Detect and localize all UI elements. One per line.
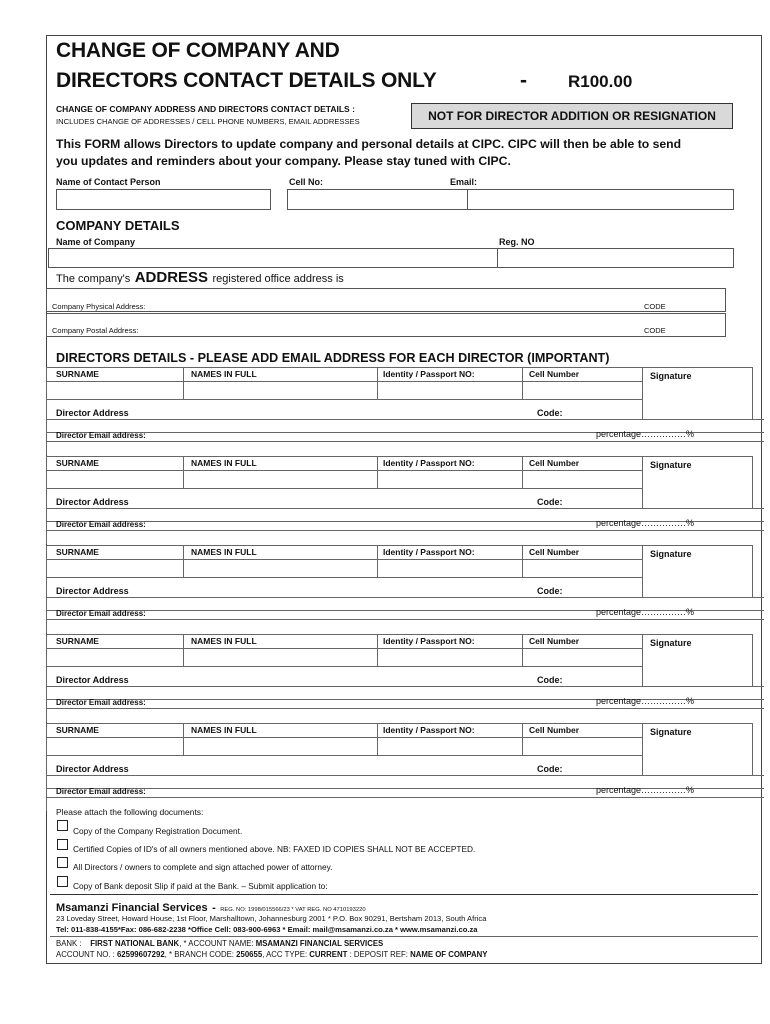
address-word: ADDRESS [134, 269, 209, 286]
signature-field[interactable] [643, 471, 752, 508]
account-name: MSAMANZI FINANCIAL SERVICES [255, 939, 384, 948]
surname-field[interactable] [47, 471, 183, 488]
director-email-label: Director Email address: [56, 431, 146, 440]
surname-field[interactable] [47, 738, 183, 755]
names-header: NAMES IN FULL [191, 458, 257, 468]
percentage-label: percentage……………% [596, 607, 695, 617]
surname-field[interactable] [47, 382, 183, 399]
postal-address-label: Company Postal Address: [52, 326, 139, 335]
director-block-1 [46, 367, 764, 455]
doc-checkbox-4[interactable] [57, 876, 68, 887]
signature-header: Signature [650, 549, 692, 559]
directors-heading: DIRECTORS DETAILS - PLEASE ADD EMAIL ADDRESS FOR EACH DIRECTOR (IMPORTANT) [56, 351, 610, 365]
doc-item-3: All Directors / owners to complete and sign attached power of attorney. [73, 862, 333, 872]
footer-company-dash: - [212, 902, 216, 914]
director-address-label: Director Address [56, 586, 129, 596]
account-no: 62599607292 [116, 950, 165, 959]
surname-header: SURNAME [56, 547, 99, 557]
address-prefix: The company's [56, 273, 131, 285]
acc-type-label: , ACC TYPE: [262, 950, 308, 959]
footer-contacts: Tel: 011-838-4155*Fax: 086-682-2238 *Office Cell: 083-900-6963 * Email: mail@msamanzi.co.za * www.msamanzi.co.za [56, 925, 478, 934]
director-block-4 [46, 634, 764, 722]
company-name-label: Name of Company [56, 237, 136, 247]
names-header: NAMES IN FULL [191, 369, 257, 379]
cell-field[interactable] [523, 649, 642, 666]
surname-field[interactable] [47, 560, 183, 577]
director-code-label: Code: [537, 497, 563, 507]
doc-item-2: Certified Copies of ID's of all owners mentioned above. NB: FAXED ID COPIES SHALL NOT BE ACCEPTED. [73, 844, 476, 854]
names-header: NAMES IN FULL [191, 547, 257, 557]
doc-item-1: Copy of the Company Registration Document. [73, 826, 243, 836]
contact-email-field[interactable] [467, 189, 734, 210]
signature-header: Signature [650, 371, 692, 381]
signature-field[interactable] [643, 560, 752, 597]
director-block-5 [46, 723, 764, 811]
surname-header: SURNAME [56, 369, 99, 379]
cell-header: Cell Number [529, 369, 580, 379]
account-name-label: , * ACCOUNT NAME: [179, 939, 254, 948]
footer-bank-line [56, 939, 383, 948]
signature-header: Signature [650, 727, 692, 737]
company-reg-field[interactable] [497, 248, 734, 268]
id-header: Identity / Passport NO: [383, 636, 475, 646]
address-intro [56, 269, 344, 287]
documents-heading: Please attach the following documents: [56, 807, 204, 817]
cell-field[interactable] [523, 471, 642, 488]
director-code-label: Code: [537, 675, 563, 685]
director-email-label: Director Email address: [56, 787, 146, 796]
cell-header: Cell Number [529, 725, 580, 735]
names-field[interactable] [184, 649, 377, 666]
intro-line1: This FORM allows Directors to update company and personal details at CIPC. CIPC will then be able to send [56, 137, 682, 151]
company-physical-address-field[interactable] [46, 288, 726, 312]
title-dash: - [520, 69, 527, 92]
intro-line2: you updates and reminders about your company. Please stay tuned with CIPC. [56, 154, 511, 168]
director-email-label: Director Email address: [56, 698, 146, 707]
form-title-line1: CHANGE OF COMPANY AND [56, 39, 340, 62]
bank-label: BANK : [56, 939, 82, 948]
footer-account-line [56, 950, 487, 959]
director-block-3 [46, 545, 764, 633]
address-suffix: registered office address is [212, 273, 344, 285]
company-postal-address-field[interactable] [46, 313, 726, 337]
contact-name-label: Name of Contact Person [56, 177, 161, 187]
doc-checkbox-3[interactable] [57, 857, 68, 868]
director-code-label: Code: [537, 764, 563, 774]
branch-label: , * BRANCH CODE: [164, 950, 234, 959]
percentage-label: percentage……………% [596, 785, 695, 795]
id-field[interactable] [378, 471, 522, 488]
names-field[interactable] [184, 382, 377, 399]
surname-header: SURNAME [56, 458, 99, 468]
cell-header: Cell Number [529, 636, 580, 646]
surname-header: SURNAME [56, 725, 99, 735]
director-address-label: Director Address [56, 675, 129, 685]
signature-header: Signature [650, 638, 692, 648]
deposit-label: : DEPOSIT REF: [347, 950, 408, 959]
account-no-label: ACCOUNT NO. : [56, 950, 115, 959]
contact-email-label: Email: [450, 177, 478, 187]
director-address-label: Director Address [56, 764, 129, 774]
surname-header: SURNAME [56, 636, 99, 646]
signature-field[interactable] [643, 738, 752, 775]
id-header: Identity / Passport NO: [383, 725, 475, 735]
director-address-label: Director Address [56, 497, 129, 507]
price-label: R100.00 [568, 72, 633, 91]
branch-code: 250655 [236, 950, 263, 959]
physical-address-label: Company Physical Address: [52, 302, 146, 311]
subheading-includes: INCLUDES CHANGE OF ADDRESSES / CELL PHONE NUMBERS, EMAIL ADDRESSES [56, 117, 360, 126]
bank-name: FIRST NATIONAL BANK [90, 939, 180, 948]
company-name-field[interactable] [48, 248, 498, 268]
cell-header: Cell Number [529, 547, 580, 557]
postal-code-label: CODE [644, 326, 666, 335]
physical-code-label: CODE [644, 302, 666, 311]
percentage-label: percentage……………% [596, 518, 695, 528]
acc-type: CURRENT [309, 950, 348, 959]
percentage-label: percentage……………% [596, 696, 695, 706]
signature-field[interactable] [643, 382, 752, 419]
director-block-2 [46, 456, 764, 544]
company-details-heading: COMPANY DETAILS [56, 218, 180, 233]
id-header: Identity / Passport NO: [383, 369, 475, 379]
director-code-label: Code: [537, 586, 563, 596]
doc-item-4: Copy of Bank deposit Slip if paid at the Bank. – Submit application to: [73, 881, 328, 891]
cell-header: Cell Number [529, 458, 580, 468]
surname-field[interactable] [47, 649, 183, 666]
signature-header: Signature [650, 460, 692, 470]
names-field[interactable] [184, 560, 377, 577]
contact-cell-field[interactable] [287, 189, 468, 210]
form-title-line2: DIRECTORS CONTACT DETAILS ONLY [56, 69, 437, 92]
names-field[interactable] [184, 738, 377, 755]
cell-field[interactable] [523, 738, 642, 755]
id-field[interactable] [378, 382, 522, 399]
id-field[interactable] [378, 738, 522, 755]
footer-address: 23 Loveday Street, Howard House, 1st Floor, Marshalltown, Johannesburg 2001 * P.O. Box 90291, Bertsham 2013, South Africa [56, 914, 487, 923]
footer-reg: REG. NO: 1998/015566/23 * VAT REG. NO 4710193220 [220, 907, 366, 913]
id-field[interactable] [378, 560, 522, 577]
id-header: Identity / Passport NO: [383, 458, 475, 468]
names-header: NAMES IN FULL [191, 725, 257, 735]
subheading-main: CHANGE OF COMPANY ADDRESS AND DIRECTORS CONTACT DETAILS : [56, 104, 355, 114]
names-field[interactable] [184, 471, 377, 488]
director-address-label: Director Address [56, 408, 129, 418]
director-email-label: Director Email address: [56, 520, 146, 529]
names-header: NAMES IN FULL [191, 636, 257, 646]
contact-cell-label: Cell No: [289, 177, 324, 187]
director-code-label: Code: [537, 408, 563, 418]
director-email-label: Director Email address: [56, 609, 146, 618]
deposit-ref: NAME OF COMPANY [410, 950, 488, 959]
id-header: Identity / Passport NO: [383, 547, 475, 557]
id-field[interactable] [378, 649, 522, 666]
cell-field[interactable] [523, 382, 642, 399]
company-reg-label: Reg. NO [499, 237, 535, 247]
percentage-label: percentage……………% [596, 429, 695, 439]
cell-field[interactable] [523, 560, 642, 577]
doc-checkbox-1[interactable] [57, 820, 68, 831]
contact-name-field[interactable] [56, 189, 271, 210]
not-for-director-notice: NOT FOR DIRECTOR ADDITION OR RESIGNATION [411, 103, 733, 129]
signature-field[interactable] [643, 649, 752, 686]
footer-company-name: Msamanzi Financial Services [56, 902, 208, 914]
doc-checkbox-2[interactable] [57, 839, 68, 850]
